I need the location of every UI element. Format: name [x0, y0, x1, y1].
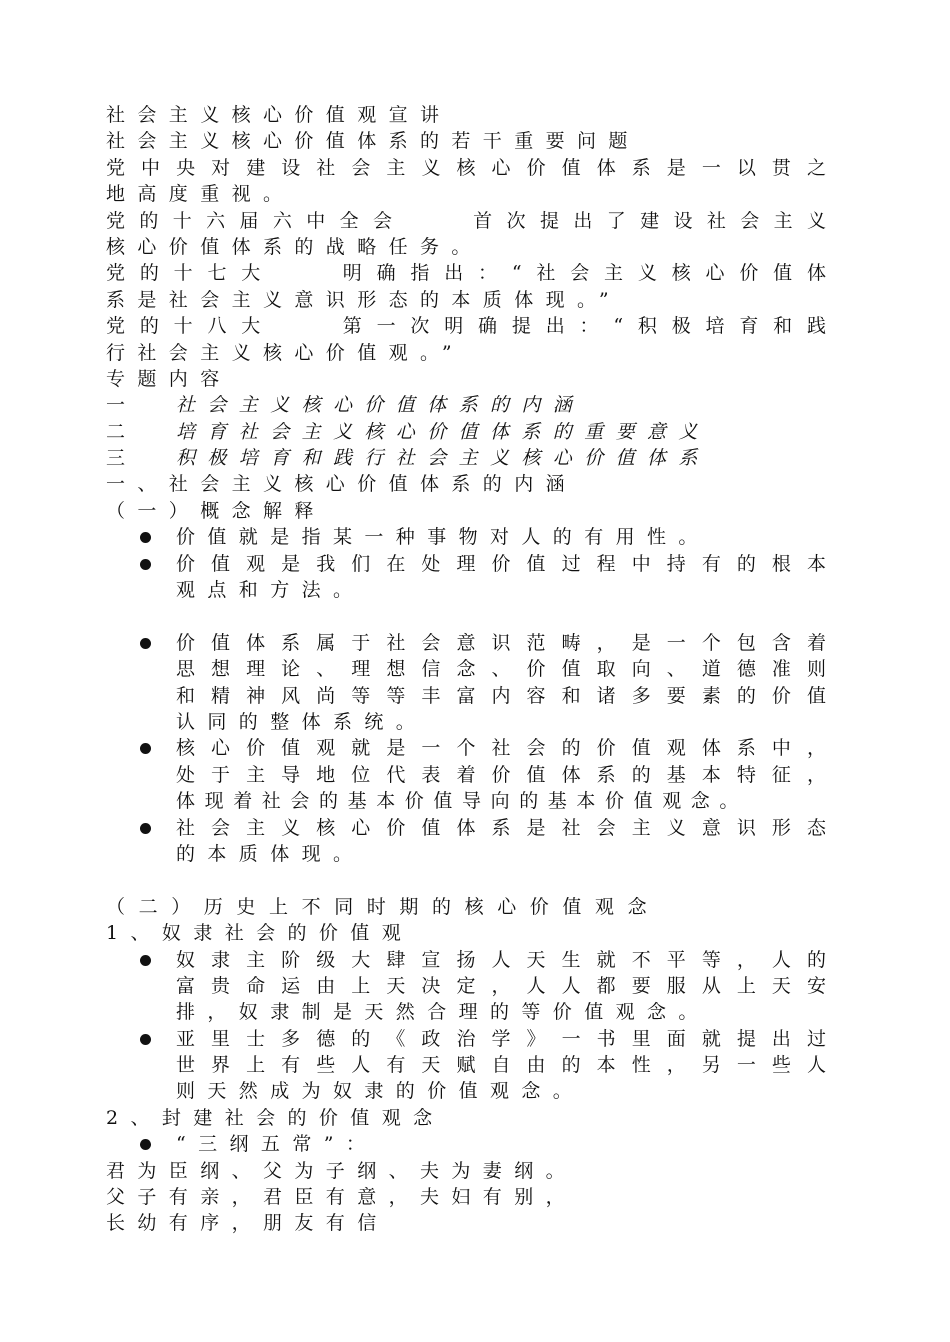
bullet-item — [106, 735, 846, 761]
body-line: 长幼有序，朋友有信 — [106, 1212, 389, 1235]
bullet-dot-icon — [140, 955, 151, 966]
bullet-continuation: 体现着社会的基本价值导向的基本价值观念。 — [176, 790, 749, 813]
bullet-text: 和精神风尚等等丰富内容和诸多要素的价值 — [176, 684, 826, 707]
bullet-text: 价值观是我们在处理价值过程中持有的根本 — [176, 552, 826, 575]
bullet-continuation — [106, 1052, 846, 1078]
intro-line: 核心价值体系的战略任务。 — [106, 235, 483, 258]
bullet-continuation: 的本质体现。 — [176, 842, 365, 865]
bullet-item — [106, 524, 846, 550]
bullet-item — [106, 1026, 846, 1052]
bullet-text: 价值体系属于社会意识范畴，是一个包含着 — [176, 631, 826, 654]
bullet-text: 核心价值观就是一个社会的价值观体系中， — [176, 737, 826, 760]
contents-item — [106, 445, 846, 471]
subsection-heading: （二）历史上不同时期的核心价值观念 — [106, 895, 661, 918]
bullet-text: 亚里士多德的《政治学》一书里面就提出过 — [176, 1027, 826, 1050]
bullet-item — [106, 815, 846, 841]
bullet-text: “三纲五常”： — [176, 1133, 378, 1156]
contents-item — [106, 419, 846, 445]
bullet-dot-icon — [140, 1034, 151, 1045]
document-page — [106, 102, 846, 1237]
intro-line: 党的十八大 第一次明确提出：“积极培育和践 — [106, 315, 826, 338]
bullet-text: 奴隶主阶级大肆宣扬人天生就不平等，人的 — [176, 948, 826, 971]
document-title: 社会主义核心价值观宣讲 — [106, 104, 452, 126]
topic-heading: 2、封建社会的价值观念 — [106, 1106, 445, 1129]
bullet-dot-icon — [140, 638, 151, 649]
bullet-text: 思想理论、理想信念、价值取向、道德准则 — [176, 658, 826, 681]
intro-line: 党的十六届六中全会 首次提出了建设社会主义 — [106, 209, 826, 232]
spacer — [106, 867, 846, 893]
bullet-continuation — [106, 683, 846, 709]
bullet-continuation: 观点和方法。 — [176, 579, 365, 602]
bullet-continuation — [106, 656, 846, 682]
contents-item-number: 三 — [106, 447, 126, 470]
bullet-text: 价值就是指某一种事物对人的有用性。 — [176, 526, 710, 549]
bullet-item — [106, 551, 846, 577]
contents-item-number: 二 — [106, 420, 126, 443]
intro-line: 党的十七大 明确指出：“社会主义核心价值体 — [106, 262, 826, 285]
body-line: 父子有亲，君臣有意，夫妇有别， — [106, 1186, 578, 1209]
bullet-item — [106, 630, 846, 656]
contents-heading: 专题内容 — [106, 367, 232, 390]
bullet-text: 处于主导地位代表着价值体系的基本特征， — [176, 763, 826, 786]
bullet-continuation: 排，奴隶制是天然合理的等价值观念。 — [176, 1001, 710, 1024]
bullet-item — [106, 947, 846, 973]
intro-line: 行社会主义核心价值观。” — [106, 341, 465, 364]
bullet-dot-icon — [140, 823, 151, 834]
contents-item-text: 社会主义核心价值体系的内涵 — [176, 394, 585, 417]
bullet-continuation — [106, 973, 846, 999]
topic-heading: 1、奴隶社会的价值观 — [106, 922, 414, 945]
bullet-continuation: 则天然成为奴隶的价值观念。 — [176, 1080, 585, 1103]
intro-line: 系是社会主义意识形态的本质体现。” — [106, 288, 622, 311]
bullet-dot-icon — [140, 1139, 151, 1150]
document-subtitle: 社会主义核心价值体系的若干重要问题 — [106, 130, 640, 153]
contents-item-text: 培育社会主义核心价值体系的重要意义 — [176, 420, 710, 443]
contents-item-text: 积极培育和践行社会主义核心价值体系 — [176, 447, 710, 470]
subsection-heading: （一）概念解释 — [106, 499, 326, 522]
bullet-dot-icon — [140, 743, 151, 754]
intro-line: 地高度重视。 — [106, 183, 295, 206]
intro-line: 党中央对建设社会主义核心价值体系是一以贯之 — [106, 156, 826, 179]
body-line: 君为臣纲、父为子纲、夫为妻纲。 — [106, 1159, 578, 1182]
bullet-text: 社会主义核心价值体系是社会主义意识形态 — [176, 816, 826, 839]
bullet-item — [106, 1131, 846, 1157]
bullet-dot-icon — [140, 559, 151, 570]
bullet-text: 富贵命运由上天决定，人人都要服从上天安 — [176, 974, 826, 997]
spacer — [106, 603, 846, 629]
section-heading: 一、社会主义核心价值体系的内涵 — [106, 473, 578, 496]
bullet-continuation — [106, 762, 846, 788]
contents-item — [106, 392, 846, 418]
bullet-dot-icon — [140, 532, 151, 543]
contents-item-number: 一 — [106, 394, 126, 417]
bullet-text: 世界上有些人有天赋自由的本性，另一些人 — [176, 1054, 826, 1077]
bullet-continuation: 认同的整体系统。 — [176, 710, 428, 733]
